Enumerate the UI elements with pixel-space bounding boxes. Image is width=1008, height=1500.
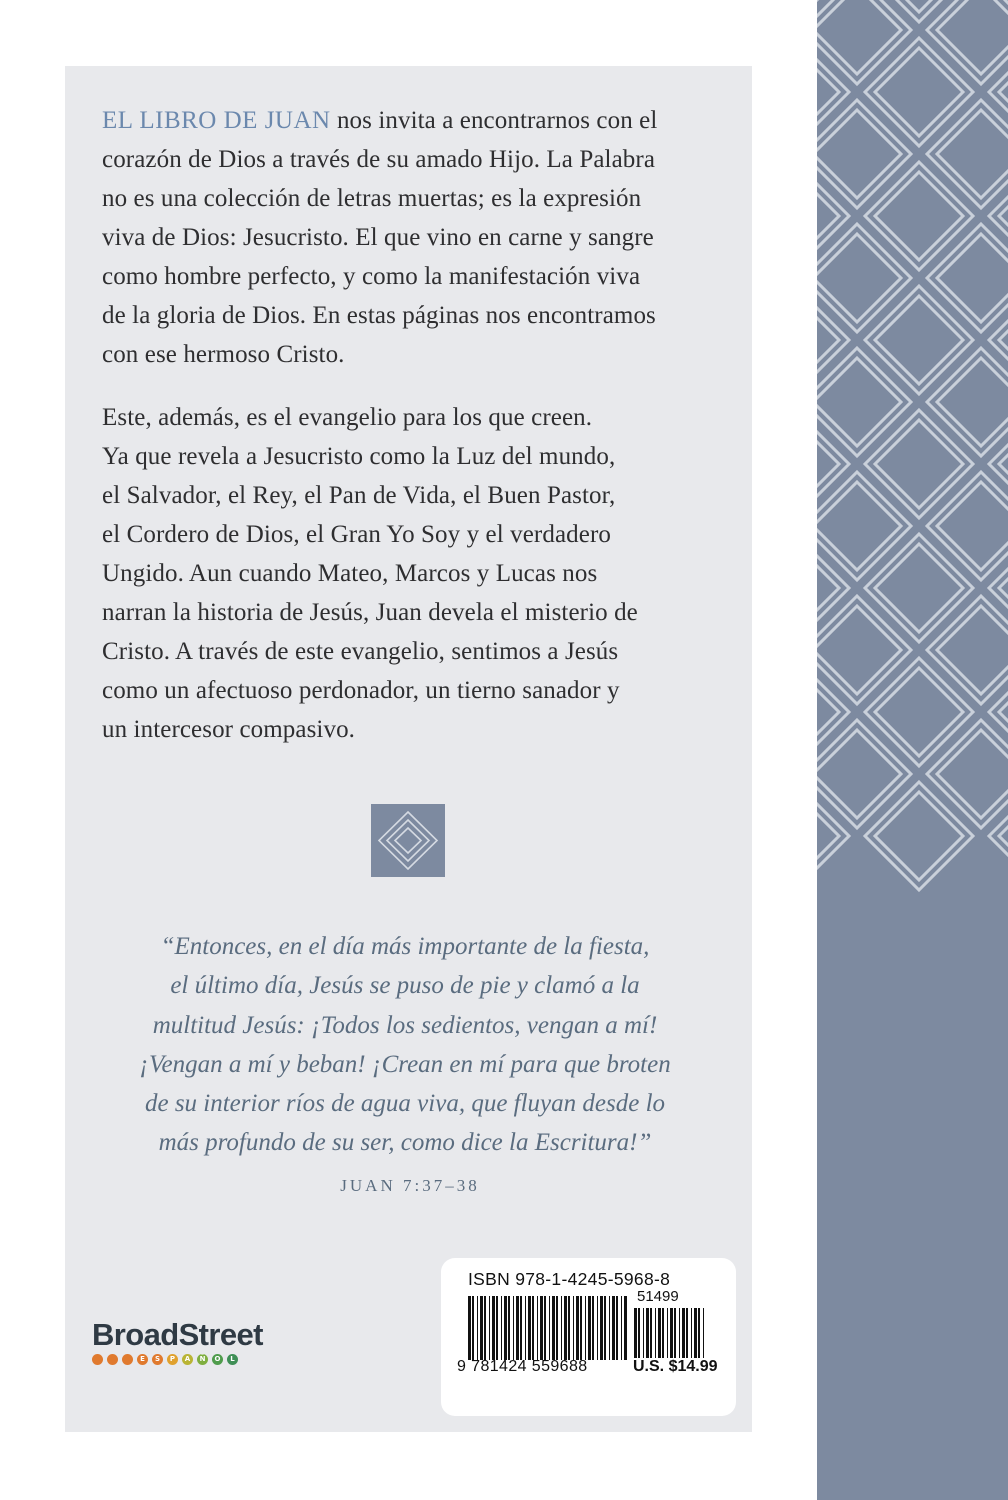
barcode-bar [597,1296,598,1360]
text-line: de la gloria de Dios. En estas páginas nos encontramos [102,302,656,329]
publisher-name: BroadStreet [92,1317,263,1352]
barcode-bar [573,1296,574,1360]
pattern-diamond [817,534,849,642]
barcode-bar [513,1296,514,1360]
logo-letter-dot: A [182,1354,193,1365]
text-line: narran la historia de Jesús, Juan devela el misterio de [102,599,638,626]
barcode-bar [468,1296,471,1360]
barcode-bar [552,1296,555,1360]
barcode-bar [537,1296,538,1360]
barcode-bar [525,1296,526,1360]
pattern-diamond [817,234,901,322]
text-line: Ungido. Aun cuando Mateo, Marcos y Lucas nos [102,560,598,587]
barcode-bar [643,1308,644,1358]
pattern-diamond [875,48,963,136]
logo-dot [122,1354,133,1365]
publisher-logo [92,1318,302,1365]
logo-letter-dot: O [212,1354,223,1365]
barcode-bar [670,1308,673,1358]
pattern-diamond [865,782,973,890]
pattern-diamond [865,286,973,394]
barcode-bar [516,1296,519,1360]
barcode-bar [556,1296,558,1360]
barcode-bar [480,1296,483,1360]
pattern-diamond [817,162,849,270]
diamond-emblem-icon [371,804,445,877]
text-line: Cristo. A través de este evangelio, sentimos a Jesús [102,638,619,665]
barcode-bar [508,1296,510,1360]
barcode-bar [686,1308,688,1358]
barcode-digits: 9 781424 559688 [457,1358,588,1375]
barcode-bar [492,1296,495,1360]
pattern-diamond [817,730,901,818]
barcode-bar [646,1308,649,1358]
barcode-bar [549,1296,550,1360]
barcode-bar [484,1296,486,1360]
pattern-diamond [817,410,849,518]
pattern-diamond [937,234,1008,322]
pattern-diamond [937,482,1008,570]
barcode-bar [691,1308,692,1358]
logo-letter-dot: Ñ [197,1354,208,1365]
pattern-diamond [875,296,963,384]
text-line: como un afectuoso perdonador, un tierno sanador y [102,677,620,704]
pattern-diamond [817,286,849,394]
book-title-lead: EL LIBRO DE JUAN [102,107,331,134]
barcode-bar [650,1308,652,1358]
isbn-label: ISBN 978-1-4245-5968-8 [468,1269,671,1289]
barcode-bar [703,1308,704,1358]
pattern-diamond [937,606,1008,694]
barcode-box [441,1258,736,1416]
barcode-bar [501,1296,502,1360]
text-line: el Salvador, el Rey, el Pan de Vida, el Buen Pastor, [102,482,616,509]
quote-line: “Entonces, en el día más importante de la fiesta, [160,933,650,960]
barcode-bar [540,1296,543,1360]
logo-letter-dot: P [167,1354,178,1365]
barcode-bar [520,1296,522,1360]
barcode-bar [528,1296,531,1360]
barcode-bar [568,1296,570,1360]
barcode-bar [698,1308,700,1358]
barcode-bar [694,1308,697,1358]
logo-dot [107,1354,118,1365]
pattern-diamond [865,534,973,642]
pattern-diamond [937,110,1008,198]
text-line: corazón de Dios a través de su amado Hijo. La Palabra [102,146,656,173]
pattern-diamond [875,668,963,756]
pattern-diamond [875,544,963,632]
price-label: U.S. $14.99 [633,1358,718,1375]
barcode-bar [616,1296,618,1360]
text-line: como hombre perfecto, y como la manifestación viva [102,263,641,290]
logo-letter-dot: E [137,1354,148,1365]
text-line: el Cordero de Dios, el Gran Yo Soy y el verdadero [102,521,611,548]
quote-line: el último día, Jesús se puso de pie y clamó a la [170,972,640,1000]
text-line: Ya que revela a Jesucristo como la Luz del mundo, [102,443,616,470]
barcode-bar [604,1296,606,1360]
text-line: Este, además, es el evangelio para los que creen. [102,404,593,431]
pattern-diamond [817,782,849,890]
barcode-bar [674,1308,676,1358]
barcode-bar [679,1308,680,1358]
pattern-diamond [817,110,901,198]
barcode-bar [489,1296,490,1360]
barcode-bar [600,1296,603,1360]
barcode-bar [564,1296,567,1360]
scripture-quote [95,927,715,1163]
pattern-diamond [817,606,901,694]
logo-letter-dot: L [227,1354,238,1365]
pattern-diamond [937,358,1008,446]
text-line: un intercesor compasivo. [102,716,356,743]
pattern-diamond [865,658,973,766]
barcode-bar [609,1296,610,1360]
text-line: nos invita a encontrarnos con el [330,107,658,134]
barcode-bar [592,1296,594,1360]
text-line: viva de Dios: Jesucristo. El que vino en carne y sangre [102,224,654,251]
text-line: no es una colección de letras muertas; es la expresión [102,185,642,212]
barcode-bar [532,1296,534,1360]
barcode-bar [588,1296,591,1360]
barcode-bar [667,1308,668,1358]
barcode-bar [624,1296,627,1360]
barcode-bar [580,1296,582,1360]
barcode-bar [612,1296,615,1360]
barcode-bar [504,1296,507,1360]
quote-line: más profundo de su ser, como dice la Escritura!” [158,1129,652,1157]
diamond-pattern-strip [817,0,1008,1500]
scripture-reference: JUAN 7:37–38 [340,1176,480,1195]
pattern-diamond [875,420,963,508]
description-paragraph-2 [102,398,732,749]
addon-barcode-bars [634,1308,704,1358]
barcode-bar [634,1308,637,1358]
publisher-dots [92,1354,302,1365]
pattern-diamond [865,38,973,146]
pattern-diamond [865,162,973,270]
pattern-diamond [817,658,849,766]
pattern-diamond [937,730,1008,818]
pattern-diamond [817,38,849,146]
barcode-bar [576,1296,579,1360]
pattern-diamond [817,0,901,74]
barcode-bar [477,1296,478,1360]
logo-dot [92,1354,103,1365]
barcode-bar [655,1308,656,1358]
barcode-bar [662,1308,664,1358]
quote-line: ¡Vengan a mí y beban! ¡Crean en mí para que broten [139,1050,671,1078]
text-line: con ese hermoso Cristo. [102,341,345,368]
barcode-bar [621,1296,622,1360]
barcode-bar [472,1296,474,1360]
pattern-diamond [875,792,963,880]
quote-line: de su interior ríos de agua viva, que fluyan desde lo [144,1090,666,1118]
pattern-diamond [817,358,901,446]
quote-line: multitud Jesús: ¡Todos los sedientos, vengan a mí! [152,1011,658,1039]
addon-code: 51499 [637,1288,679,1305]
barcode-bar [638,1308,640,1358]
barcode-bar [585,1296,586,1360]
barcode-bar [682,1308,685,1358]
barcode-bar [496,1296,498,1360]
logo-letter-dot: S [152,1354,163,1365]
barcode-bar [658,1308,661,1358]
pattern-diamond [865,410,973,518]
barcode-bars [468,1296,628,1360]
pattern-diamond [875,172,963,260]
barcode-bar [561,1296,562,1360]
pattern-diamond [817,482,901,570]
barcode-bar [544,1296,546,1360]
diamond-pattern-graphic [817,0,1008,1500]
description-paragraph-1 [102,101,732,374]
pattern-diamond [927,0,1008,84]
